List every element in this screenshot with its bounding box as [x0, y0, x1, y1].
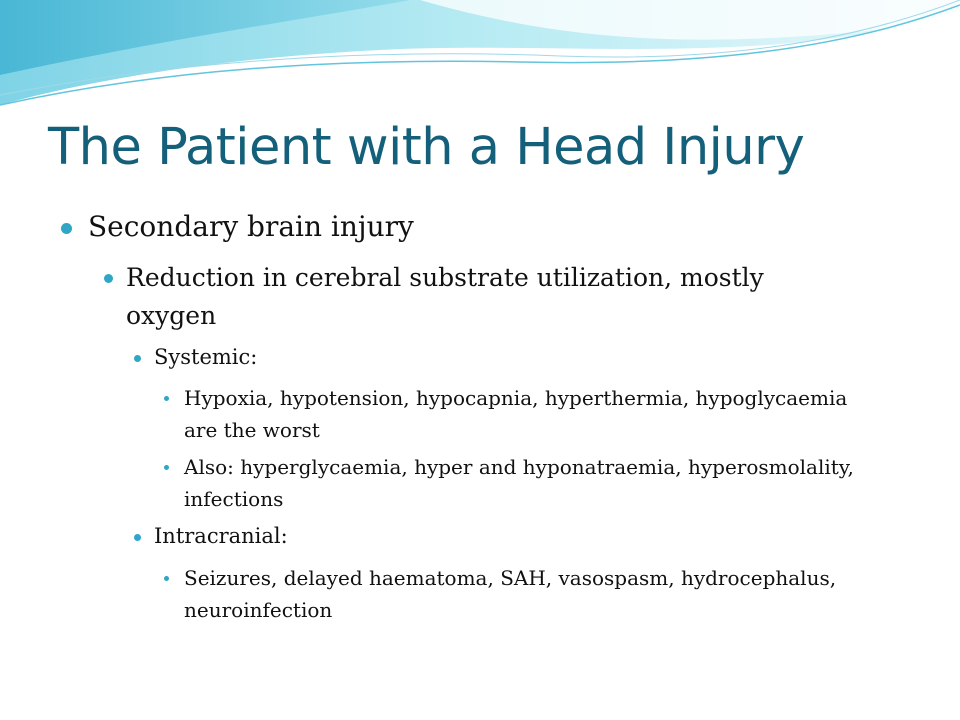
bullet-text: Intracranial:: [154, 524, 288, 548]
bullet-dot-icon: [134, 534, 141, 541]
slide-title: The Patient with a Head Injury: [48, 118, 805, 177]
bullet-intracranial-item-1: [184, 562, 884, 626]
bullet-dot-icon: [134, 355, 141, 362]
header-wave-decoration: [0, 0, 960, 115]
bullet-dot-icon: [164, 396, 169, 401]
bullet-substrate-reduction: [126, 259, 846, 335]
bullet-systemic-item-1: [184, 382, 884, 446]
bullet-systemic: [154, 345, 257, 369]
bullet-text: Hypoxia, hypotension, hypocapnia, hyperthermia, hypoglycaemia are the worst: [184, 386, 848, 442]
bullet-dot-icon: [164, 465, 169, 470]
bullet-text: Also: hyperglycaemia, hyper and hyponatraemia, hyperosmolality, infections: [184, 455, 854, 511]
bullet-secondary-brain-injury: [88, 210, 414, 243]
bullet-text: Secondary brain injury: [88, 210, 414, 243]
bullet-intracranial: [154, 524, 288, 548]
bullet-dot-icon: [164, 576, 169, 581]
bullet-text: Seizures, delayed haematoma, SAH, vasospasm, hydrocephalus, neuroinfection: [184, 566, 837, 622]
bullet-dot-icon: [61, 223, 72, 234]
bullet-text: Systemic:: [154, 345, 258, 369]
bullet-systemic-item-2: [184, 451, 884, 515]
bullet-text: Reduction in cerebral substrate utilization, mostly oxygen: [126, 263, 764, 330]
bullet-dot-icon: [104, 274, 113, 283]
